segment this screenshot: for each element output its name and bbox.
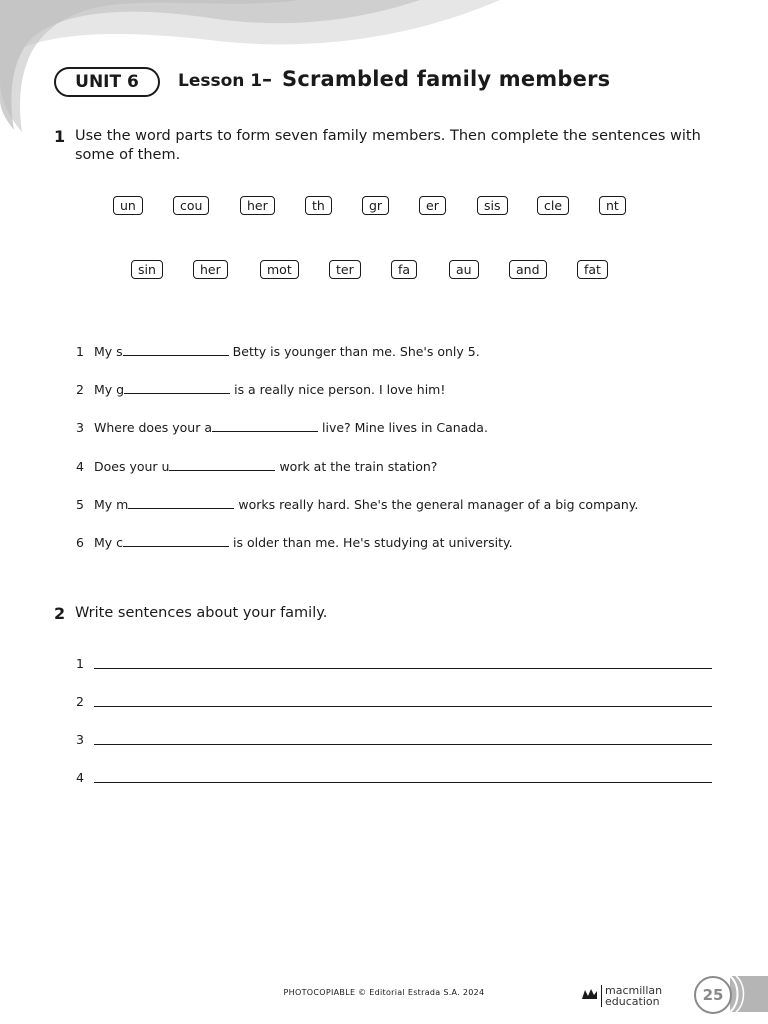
answer-blank[interactable] bbox=[124, 381, 230, 394]
sentence-number: 4 bbox=[76, 459, 84, 474]
word-part-chip: er bbox=[419, 196, 446, 215]
sentence-start: My g bbox=[94, 382, 125, 397]
word-part-chip: sis bbox=[477, 196, 508, 215]
word-part-chip: cle bbox=[537, 196, 569, 215]
sentence-number: 1 bbox=[76, 344, 84, 359]
sentence-item bbox=[76, 534, 513, 550]
exercise-2-number: 2 bbox=[54, 604, 66, 623]
sentence-end: is older than me. He's studying at university. bbox=[233, 535, 513, 550]
writing-rule bbox=[94, 744, 712, 745]
word-part-chip: mot bbox=[260, 260, 299, 279]
lesson-label: Lesson 1 bbox=[178, 71, 263, 91]
word-part-chip: fat bbox=[577, 260, 608, 279]
sentence-item bbox=[76, 419, 488, 435]
word-part-chip: and bbox=[509, 260, 547, 279]
sentence-end: work at the train station? bbox=[279, 459, 438, 474]
sentence-number: 3 bbox=[76, 420, 84, 435]
word-part-chip: cou bbox=[173, 196, 209, 215]
word-part-chip: gr bbox=[362, 196, 389, 215]
lesson-title: Scrambled family members bbox=[282, 67, 611, 91]
logo-word-education: education bbox=[605, 995, 660, 1008]
exercise-2-instruction: Write sentences about your family. bbox=[75, 605, 328, 621]
word-part-chip: au bbox=[449, 260, 479, 279]
word-part-chip: fa bbox=[391, 260, 417, 279]
line-number: 1 bbox=[76, 656, 84, 671]
sentence-end: Betty is younger than me. She's only 5. bbox=[232, 344, 480, 359]
sentence-start: My m bbox=[94, 497, 129, 512]
sentence-start: Where does your a bbox=[94, 420, 212, 435]
word-part-chip: her bbox=[193, 260, 228, 279]
line-number: 4 bbox=[76, 770, 84, 785]
sentence-start: My c bbox=[94, 535, 124, 550]
sentence-start: Does your u bbox=[94, 459, 170, 474]
answer-blank[interactable] bbox=[123, 534, 229, 547]
line-number: 2 bbox=[76, 694, 84, 709]
sentence-end: works really hard. She's the general manager of a big company. bbox=[238, 497, 639, 512]
word-part-chip: nt bbox=[599, 196, 626, 215]
writing-rule bbox=[94, 706, 712, 707]
sentence-item bbox=[76, 458, 437, 474]
macmillan-m-icon bbox=[582, 988, 597, 999]
lesson-dash: – bbox=[262, 67, 272, 91]
line-number: 3 bbox=[76, 732, 84, 747]
answer-blank[interactable] bbox=[123, 343, 229, 356]
sentence-start: My s bbox=[94, 344, 123, 359]
sentence-end: is a really nice person. I love him! bbox=[234, 382, 446, 397]
sentence-item bbox=[76, 343, 480, 359]
exercise-1-number: 1 bbox=[54, 127, 66, 146]
word-part-chip: ter bbox=[329, 260, 361, 279]
sentence-number: 5 bbox=[76, 497, 84, 512]
sentence-number: 2 bbox=[76, 382, 84, 397]
logo-separator bbox=[601, 985, 602, 1007]
answer-blank[interactable] bbox=[212, 419, 318, 432]
sentence-item bbox=[76, 381, 445, 397]
word-part-chip: her bbox=[240, 196, 275, 215]
sentence-item bbox=[76, 496, 638, 512]
word-part-chip: th bbox=[305, 196, 332, 215]
answer-blank[interactable] bbox=[128, 496, 234, 509]
unit-badge: UNIT 6 bbox=[54, 67, 160, 97]
sentence-number: 6 bbox=[76, 535, 84, 550]
sentence-end: live? Mine lives in Canada. bbox=[322, 420, 488, 435]
exercise-1-instruction: Use the word parts to form seven family members. Then complete the sentences with some of them. bbox=[75, 128, 701, 163]
answer-blank[interactable] bbox=[169, 458, 275, 471]
logo-word-macmillan: macmillan bbox=[605, 984, 663, 997]
copyright-notice: PHOTOCOPIABLE © Editorial Estrada S.A. 2024 bbox=[283, 988, 485, 997]
page-number: 25 bbox=[694, 976, 732, 1014]
word-part-chip: sin bbox=[131, 260, 163, 279]
word-part-chip: un bbox=[113, 196, 143, 215]
writing-rule bbox=[94, 668, 712, 669]
writing-rule bbox=[94, 782, 712, 783]
